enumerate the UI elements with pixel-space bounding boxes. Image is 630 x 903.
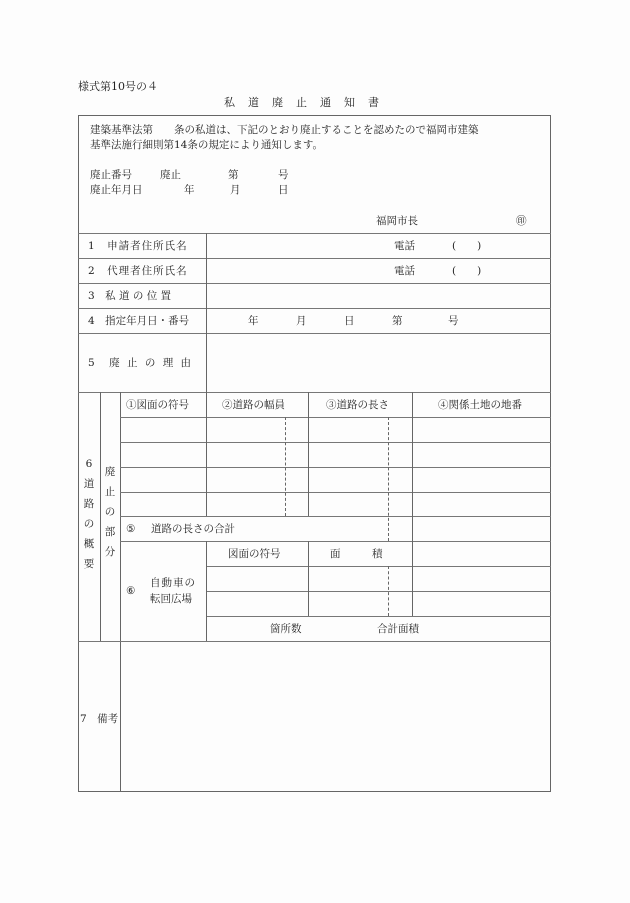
turnaround-label-1: 自動車の <box>150 577 196 589</box>
col-road-width: ②道路の幅員 <box>222 399 285 411</box>
designation-label: 4 指定年月日・番号 <box>88 315 190 327</box>
designation-go: 号 <box>448 315 459 327</box>
document-title: 私道廃止通知書 <box>224 96 392 109</box>
count-label: 箇所数 <box>270 623 302 635</box>
reason-label: 5 廃 止 の 理 由 <box>88 357 194 369</box>
turnaround-col-area: 面 積 <box>330 548 383 560</box>
agent-address-name-input[interactable] <box>208 260 392 283</box>
location-label: 3 私 道 の 位 置 <box>88 290 172 302</box>
abolition-go: 号 <box>278 169 289 181</box>
col-related-lot: ④関係土地の地番 <box>438 399 522 411</box>
agent-label: 2 代理者住所氏名 <box>88 265 188 277</box>
remarks-input[interactable] <box>122 643 552 793</box>
applicant-phone-label: 電話 <box>394 240 415 252</box>
designation-year: 年 <box>248 315 259 327</box>
abolition-number-label: 廃止番号 <box>90 169 132 181</box>
turnaround-label-2: 転回広場 <box>150 593 192 605</box>
total-area-label: 合計面積 <box>377 623 419 635</box>
intro-line-1: 建築基準法第 条の私道は、下記のとおり廃止することを認めたので福岡市建築 <box>90 124 479 136</box>
overview-label: 6道路の概要 <box>83 458 95 570</box>
remarks-label: 7 備考 <box>80 713 119 725</box>
col-road-length: ③道路の長さ <box>326 399 389 411</box>
total-length-num: ⑤ <box>126 523 136 535</box>
designation-dai: 第 <box>392 315 403 327</box>
form-id: 様式第10号の４ <box>78 80 158 93</box>
abolition-month: 月 <box>230 184 241 196</box>
col-drawing-symbol: ①図面の符号 <box>126 399 189 411</box>
designation-month: 月 <box>296 315 307 327</box>
location-input[interactable] <box>208 285 552 308</box>
abolition-prefix: 廃止 <box>160 169 181 181</box>
agent-phone-label: 電話 <box>394 265 415 277</box>
reason-input[interactable] <box>208 335 552 394</box>
issuer-label: 福岡市長 <box>376 215 418 227</box>
applicant-phone-parens: ( ) <box>452 240 482 252</box>
applicant-label: 1 申請者住所氏名 <box>88 240 188 252</box>
abolition-year: 年 <box>184 184 195 196</box>
abolished-part-label: 廃止の部分 <box>104 466 116 558</box>
designation-day: 日 <box>344 315 355 327</box>
abolition-dai: 第 <box>228 169 239 181</box>
abolition-date-label: 廃止年月日 <box>90 184 143 196</box>
turnaround-col-symbol: 図面の符号 <box>228 548 281 560</box>
intro-line-2: 基準法施行細則第14条の規定により通知します。 <box>90 139 324 151</box>
agent-phone-parens: ( ) <box>452 265 482 277</box>
abolition-day: 日 <box>278 184 289 196</box>
total-length-label: 道路の長さの合計 <box>151 523 235 535</box>
seal-mark: ㊞ <box>516 215 527 227</box>
applicant-address-name-input[interactable] <box>208 235 392 258</box>
turnaround-num: ⑥ <box>126 585 136 597</box>
